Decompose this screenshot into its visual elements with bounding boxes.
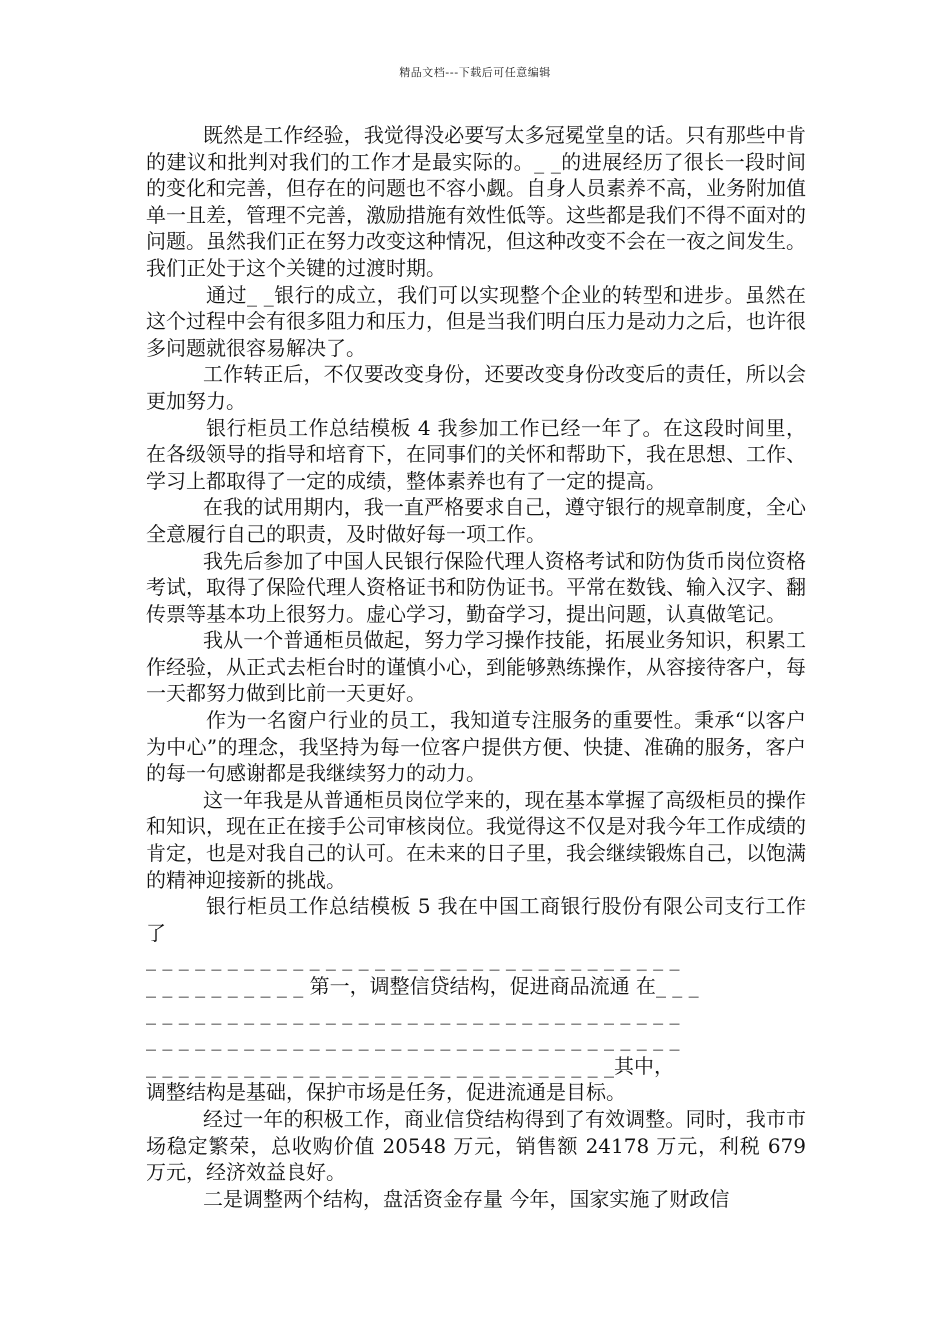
blank-prefix: _ _ _ _ _ _ _ _ _ _ _ _ _ _ _ _ _ _ _ _ _ _ _ _ _ _ _ _ _: [146, 1053, 615, 1078]
blank-line-with-text: [146, 1053, 806, 1080]
blank-section: [146, 946, 806, 1106]
section-heading: 第一，调整信贷结构，促进商品流通 在: [309, 974, 656, 998]
paragraph: 二是调整两个结构，盘活资金存量 今年，国家实施了财政信: [203, 1186, 730, 1211]
paragraph: 作为一名窗户行业的员工，我知道专注服务的重要性。秉承“以客户为中心”的理念，我坚持为每一位客户提供方便、快捷、准确的服务，客户的每一句感谢都是我继续努力的动力。: [146, 708, 806, 786]
paragraph: 经过一年的积极工作，商业信贷结构得到了有效调整。同时，我市市场稳定繁荣，总收购价值 20548 万元，销售额 24178 万元，利税 679 万元，经济效益良好。: [146, 1106, 806, 1185]
paragraph: 工作转正后，不仅要改变身份，还要改变身份改变后的责任，所以会更加努力。: [146, 362, 806, 413]
text-line: 调整结构是基础，保护市场是任务，促进流通是目标。: [146, 1080, 626, 1105]
paragraph: 通过_ _银行的成立，我们可以实现整个企业的转型和进步。虽然在这个过程中会有很多阻力和压力，但是当我们明白压力是动力之后，也许很多问题就很容易解决了。: [146, 282, 806, 360]
paragraph: 这一年我是从普通柜员岗位学来的，现在基本掌握了高级柜员的操作和知识，现在正在接手公司审核岗位。我觉得这不仅是对我今年工作成绩的肯定，也是对我自己的认可。在未来的日子里，我会继续锻炼自己，以饱满的精神迎接新的挑战。: [146, 787, 806, 892]
paragraph: 既然是工作经验，我觉得没必要写太多冠冕堂皇的话。只有那些中肯的建议和批判对我们的工作才是最实际的。_ _的进展经历了很长一段时间的变化和完善，但存在的问题也不容小觑。自身人员素养不高，业务附加值单一且差，管理不完善，激励措施有效性低等。这些都是我们不得不面对的问题。虽然我们正在努力改变这种情况，但这种改变不会在一夜之间发生。我们正处于这个关键的过渡时期。: [146, 123, 806, 280]
blank-line: _ _ _ _ _ _ _ _ _ _ _ _ _ _ _ _ _ _ _ _ _ _ _ _ _ _ _ _ _ _ _ _ _: [146, 1027, 680, 1052]
page-header: 精品文档---下载后可任意编辑: [399, 66, 551, 79]
blank-line: _ _ _ _ _ _ _ _ _ _ _ _ _ _ _ _ _ _ _ _ _ _ _ _ _ _ _ _ _ _ _ _ _: [146, 1000, 680, 1025]
paragraph: 在我的试用期内，我一直严格要求自己，遵守银行的规章制度，全心全意履行自己的职责，及时做好每一项工作。: [146, 495, 806, 546]
blank-line-with-heading: [146, 973, 806, 1000]
paragraph: 我先后参加了中国人民银行保险代理人资格考试和防伪货币岗位资格考试，取得了保险代理人资格证书和防伪证书。平常在数钱、输入汉字、翻传票等基本功上很努力。虚心学习，勤奋学习，提出问题，认真做笔记。: [146, 548, 806, 626]
inline-text: 其中，: [614, 1053, 675, 1078]
paragraph: 我从一个普通柜员做起，努力学习操作技能，拓展业务知识，积累工作经验，从正式去柜台时的谨慎小心，到能够熟练操作，从容接待客户，每一天都努力做到比前一天更好。: [146, 628, 806, 706]
paragraph: 银行柜员工作总结模板 4 我参加工作已经一年了。在这段时间里，在各级领导的指导和培育下，在同事们的关怀和帮助下，我在思想、工作、学习上都取得了一定的成绩，整体素养也有了一定的提高。: [146, 415, 806, 493]
paragraph: 银行柜员工作总结模板 5 我在中国工商银行股份有限公司支行工作了: [146, 894, 806, 945]
blank-prefix: _ _ _ _ _ _ _ _ _ _: [146, 974, 310, 998]
blank-line: _ _ _ _ _ _ _ _ _ _ _ _ _ _ _ _ _ _ _ _ _ _ _ _ _ _ _ _ _ _ _ _ _: [146, 947, 680, 972]
blank-suffix: _ _ _: [655, 974, 699, 998]
document-body: [146, 122, 806, 1212]
